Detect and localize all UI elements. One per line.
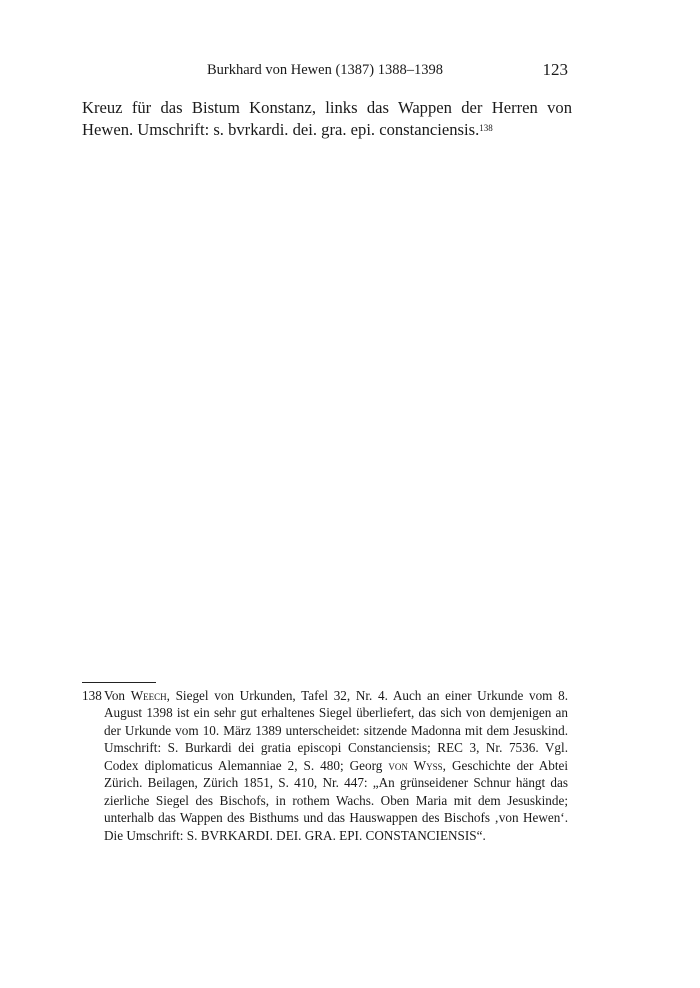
- footnote-text-part: Von: [104, 688, 131, 703]
- running-head: [82, 60, 568, 82]
- footnotes: [82, 687, 568, 844]
- footnote-text-part: , Siegel von Urkunden, Tafel 32, Nr. 4. Auch an einer Urkunde vom 8. August 1398 ist ein sehr gut erhaltenes Siegel überliefert, das sich von demjenigen an der Urkunde vom 10. März 1389 unterscheidet: sitzende Madonna mit dem Jesuskind. Umschrift: S. Burkardi dei gratia episcopi Constanciensis; REC 3, Nr. 7536. Vgl. Codex diplomaticus Alemanniae 2, S. 480; Georg: [104, 688, 568, 773]
- author-name-smallcaps: von Wyss: [388, 757, 443, 773]
- body-paragraph-text: Kreuz für das Bistum Konstanz, links das Wappen der Herren von Hewen. Umschrift: s. bvrkardi. dei. gra. epi. constanciensis.: [82, 98, 572, 139]
- main-text: [82, 97, 572, 141]
- footnote-separator: [82, 682, 156, 683]
- footnote-number: 138: [82, 688, 102, 703]
- footnote-138: [82, 687, 568, 844]
- page-number: 123: [542, 60, 568, 79]
- footnote-text-part: , Geschichte der Abtei Zürich. Beilagen, Zürich 1851, S. 410, Nr. 447: „An grünseidener Schnur hängt das zierliche Siegel des Bischofs, in rothem Wachs. Oben Maria mit dem Jesuskinde; unterhalb das Wappen des Bisthums und das Hauswappen des Bischofs ‚von Hewen‘. Die Umschrift: S. BVRKARDI. DEI. GRA. EPI. CONSTANCIENSIS“.: [104, 757, 568, 843]
- author-name-smallcaps: Weech: [130, 688, 167, 703]
- footnote-reference-138: 138: [479, 123, 493, 133]
- body-paragraph: [82, 97, 572, 141]
- running-title: Burkhard von Hewen (1387) 1388–1398: [207, 62, 443, 78]
